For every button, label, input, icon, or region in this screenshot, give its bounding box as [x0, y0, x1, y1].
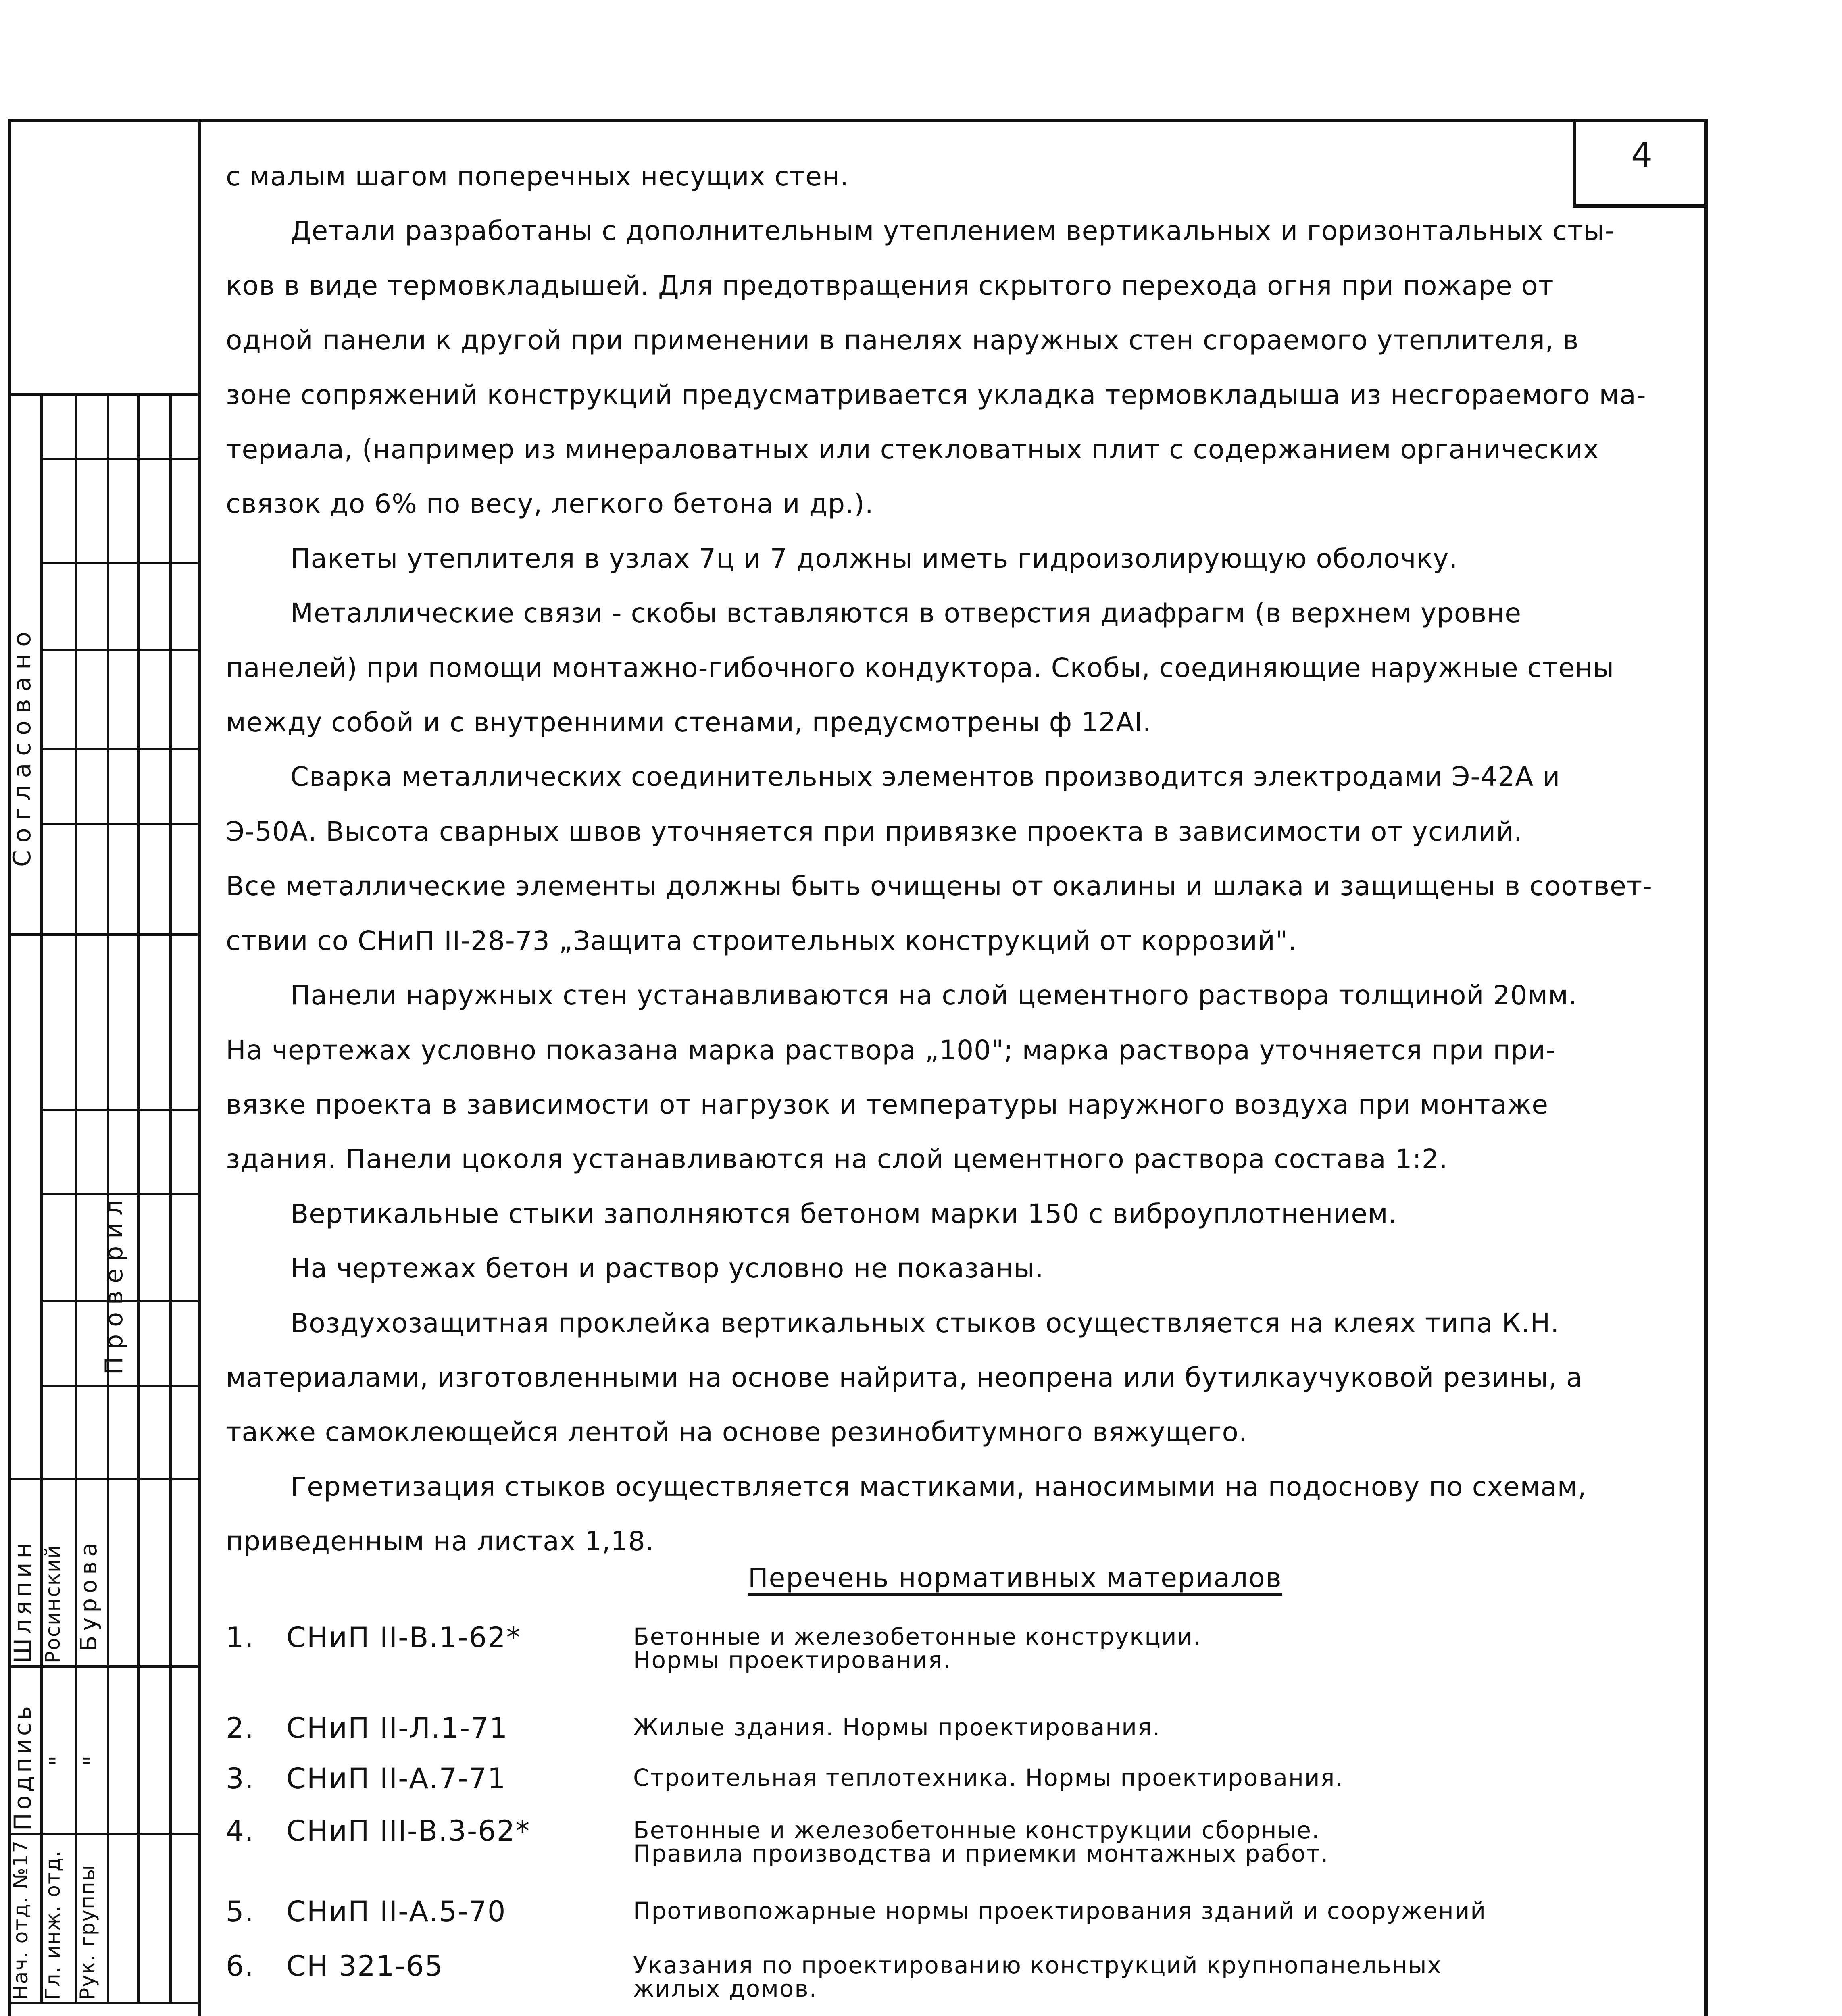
text-line: Панели наружных стен устанавливаются на слой цементного раствора толщиной 20мм. [290, 980, 1577, 1011]
text-line: ков в виде термовкладышей. Для предотвращения скрытого перехода огня при пожаре от [226, 270, 1554, 301]
text-line: связок до 6% по весу, легкого бетона и др.). [226, 488, 874, 520]
role-head-dept: Нач. отд. №17 [9, 1839, 32, 2000]
text-line: Детали разработаны с дополнительным утеплением вертикальных и горизонтальных сты- [290, 215, 1615, 247]
reference-title-line: Правила производства и приемки монтажных работ. [633, 1840, 1329, 1867]
reference-title-line: жилых домов. [633, 1975, 818, 2002]
reference-code: СНиП II-В.1-62* [286, 1621, 521, 1654]
text-line: Э-50А. Высота сварных швов уточняется при привязке проекта в зависимости от усилий. [226, 816, 1523, 847]
text-line: Металлические связи - скобы вставляются в отверстия диафрагм (в верхнем уровне [290, 598, 1521, 629]
reference-code: СНиП II-А.7-71 [286, 1762, 506, 1795]
checked-label: Проверил [100, 1193, 128, 1375]
references-title: Перечень нормативных материалов [748, 1562, 1282, 1593]
reference-title [633, 1818, 1329, 1865]
reference-title-line: Строительная теплотехника. Нормы проектирования. [633, 1764, 1344, 1791]
text-line: На чертежах бетон и раствор условно не показаны. [290, 1253, 1044, 1284]
reference-number: 5. [226, 1895, 254, 1928]
text-line: между собой и с внутренними стенами, предусмотрены ф 12АI. [226, 707, 1152, 738]
text-line: Все металлические элементы должны быть очищены от окалины и шлака и защищены в соответ- [226, 871, 1652, 902]
reference-title-line: Противопожарные нормы проектирования зданий и сооружений [633, 1897, 1487, 1924]
text-line: Вертикальные стыки заполняются бетоном марки 150 с виброуплотнением. [290, 1198, 1397, 1229]
reference-code: СНиП II-Л.1-71 [286, 1712, 508, 1745]
reference-number: 3. [226, 1762, 254, 1795]
text-line: приведенным на листах 1,18. [226, 1526, 654, 1557]
role-group-lead: Рук. группы [76, 1864, 99, 2000]
name-shlyapin: Шляпин [9, 1539, 36, 1663]
name-rosinsky: Росинский [41, 1544, 65, 1663]
explanatory-text [226, 149, 1661, 1569]
reference-title-line: Бетонные и железобетонные конструкции сборные. [633, 1816, 1320, 1844]
reference-number: 6. [226, 1949, 254, 1983]
reference-code: СНиП III-В.3-62* [286, 1814, 531, 1847]
signature-mark-1: " [44, 1748, 72, 1766]
reference-title [633, 1625, 1202, 1672]
text-line: с малым шагом поперечных несущих стен. [226, 161, 849, 192]
text-line: Герметизация стыков осуществляется мастиками, наносимыми на подоснову по схемам, [290, 1471, 1587, 1502]
reference-number: 4. [226, 1814, 254, 1847]
signature-label: Подпись [9, 1703, 36, 1831]
reference-item [226, 1621, 1661, 1681]
text-line: вязке проекта в зависимости от нагрузок и температуры наружного воздуха при монтаже [226, 1089, 1549, 1120]
reference-title-line: Бетонные и железобетонные конструкции. [633, 1623, 1202, 1650]
text-line: Пакеты утеплителя в узлах 7ц и 7 должны иметь гидроизолирующую оболочку. [290, 543, 1458, 574]
reference-code: СНиП II-А.5-70 [286, 1895, 506, 1928]
role-chief-engineer: Гл. инж. отд. [41, 1849, 65, 2000]
reference-code: СН 321-65 [286, 1949, 444, 1983]
left-margin-frame [8, 119, 201, 2016]
reference-item [226, 1814, 1661, 1875]
reference-title-line: Нормы проектирования. [633, 1646, 952, 1674]
signature-mark-2: " [79, 1748, 106, 1766]
text-line: одной панели к другой при применении в панелях наружных стен сгораемого утеплителя, в [226, 325, 1579, 356]
text-line: здания. Панели цоколя устанавливаются на слой цементного раствора состава 1:2. [226, 1143, 1448, 1175]
text-line: зоне сопряжений конструкций предусматривается укладка термовкладыша из несгораемого ма- [226, 379, 1646, 410]
text-line: материалами, изготовленными на основе найрита, неопрена или бутилкаучуковой резины, а [226, 1362, 1583, 1393]
name-burova: Бурова [76, 1538, 102, 1651]
approved-label: Согласовано [8, 624, 36, 867]
reference-number: 1. [226, 1621, 254, 1654]
text-line: На чертежах условно показана марка раствора „100"; марка раствора уточняется при при- [226, 1034, 1556, 1066]
reference-item [226, 1949, 1661, 2010]
text-line: ствии со СНиП II-28-73 „Защита строительных конструкций от коррозий". [226, 925, 1297, 956]
reference-title [633, 1899, 1486, 1922]
reference-title-line: Жилые здания. Нормы проектирования. [633, 1714, 1161, 1741]
text-line: териала, (например из минераловатных или стекловатных плит с содержанием органических [226, 434, 1599, 465]
reference-title-line: Указания по проектированию конструкций крупнопанельных [633, 1951, 1442, 1979]
text-line: также самоклеющейся лентой на основе резинобитумного вяжущего. [226, 1416, 1248, 1448]
reference-title [633, 1766, 1344, 1789]
reference-title [633, 1716, 1161, 1739]
reference-item [226, 1895, 1661, 1956]
reference-number: 2. [226, 1712, 254, 1745]
reference-title [633, 1951, 1442, 2002]
page-number: 4 [1631, 135, 1653, 175]
text-line: Сварка металлических соединительных элементов производится электродами Э-42А и [290, 761, 1561, 793]
reference-item [226, 1762, 1661, 1822]
text-line: Воздухозащитная проклейка вертикальных стыков осуществляется на клеях типа К.Н. [290, 1307, 1560, 1339]
text-line: панелей) при помощи монтажно-гибочного кондуктора. Скобы, соединяющие наружные стены [226, 652, 1615, 683]
